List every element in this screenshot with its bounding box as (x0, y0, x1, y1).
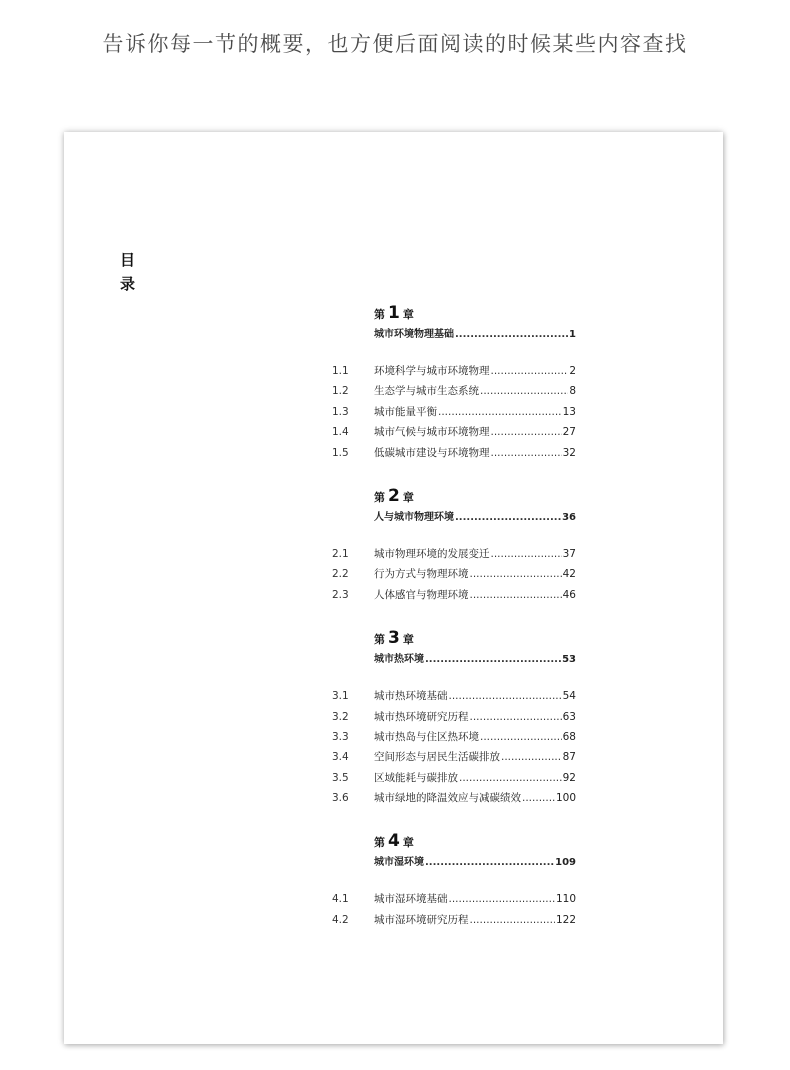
chapter-number: 1 (388, 303, 400, 323)
section-title: 城市气候与城市环境物理 (374, 426, 490, 439)
dot-leader (438, 406, 562, 418)
section-page-number: 100 (555, 792, 576, 805)
dot-leader (522, 792, 555, 804)
section-page-number: 68 (562, 730, 576, 743)
section-number: 3.2 (332, 710, 349, 723)
section-number: 3.1 (332, 690, 349, 703)
section-number: 2.1 (332, 547, 349, 560)
dot-leader (449, 893, 555, 905)
section-page-number: 54 (562, 690, 576, 703)
section-page-number: 87 (562, 751, 576, 764)
section-title: 环境科学与城市环境物理 (374, 365, 490, 377)
section-number: 1.4 (332, 426, 349, 439)
chapter-heading (374, 627, 576, 650)
book-page (64, 132, 723, 1044)
chapter-title-row[interactable] (374, 650, 576, 666)
section-page-number: 110 (555, 893, 576, 906)
section-title: 城市能量平衡 (374, 405, 437, 418)
chapter-title: 人与城市物理环境 (374, 511, 454, 523)
chapter-suffix: 章 (402, 308, 414, 321)
section-page-number: 42 (562, 568, 576, 581)
section-entry[interactable] (332, 688, 582, 708)
chapter-title-row[interactable] (374, 853, 576, 869)
section-page-number: 27 (562, 426, 576, 439)
chapter-page-number: 109 (555, 857, 576, 869)
section-page-number: 13 (562, 405, 576, 418)
chapter-entry (374, 830, 576, 869)
toc-title: 目录 (120, 251, 136, 293)
dot-leader (470, 589, 562, 601)
section-page-number: 63 (562, 710, 576, 723)
section-title: 城市热环境研究历程 (374, 710, 469, 723)
section-number: 1.5 (332, 446, 349, 459)
dot-leader (470, 711, 562, 723)
section-number: 1.1 (332, 365, 349, 377)
section-entry[interactable] (332, 383, 582, 403)
section-title: 城市绿地的降温效应与减碳绩效 (374, 792, 521, 805)
dot-leader (470, 914, 555, 926)
section-list (332, 891, 582, 932)
section-entry[interactable] (332, 790, 582, 810)
dot-leader (480, 731, 562, 743)
dot-leader (455, 512, 561, 523)
chapter-title: 城市热环境 (374, 654, 424, 666)
section-page-number: 46 (562, 588, 576, 601)
dot-leader (449, 690, 562, 702)
section-title: 城市湿环境基础 (374, 893, 448, 906)
section-entry[interactable] (332, 445, 582, 465)
chapter-title: 城市湿环境 (374, 857, 424, 869)
chapter-entry (374, 627, 576, 666)
section-entry[interactable] (332, 546, 582, 566)
chapter-prefix: 第 (374, 490, 385, 504)
chapter-prefix: 第 (374, 308, 385, 321)
section-title: 行为方式与物理环境 (374, 568, 469, 581)
section-number: 4.1 (332, 893, 349, 906)
section-page-number: 2 (569, 365, 576, 377)
section-number: 2.2 (332, 568, 349, 581)
chapter-entry (374, 302, 576, 341)
dot-leader (491, 548, 562, 560)
section-number: 3.4 (332, 751, 349, 764)
chapter-prefix: 第 (374, 633, 385, 647)
section-title: 生态学与城市生态系统 (374, 385, 479, 398)
section-title: 区域能耗与碳排放 (374, 771, 458, 784)
chapter-title-row[interactable] (374, 325, 576, 341)
section-list (332, 688, 582, 810)
section-title: 城市热环境基础 (374, 690, 448, 703)
table-of-contents (332, 302, 582, 952)
chapter-page-number: 1 (569, 329, 576, 340)
section-number: 1.3 (332, 405, 349, 418)
chapter-title-row[interactable] (374, 508, 576, 524)
chapter-number: 3 (388, 628, 400, 649)
chapter-title: 城市环境物理基础 (374, 329, 454, 340)
chapter-number: 2 (388, 485, 400, 506)
section-entry[interactable] (332, 729, 582, 749)
chapter-heading (374, 302, 576, 325)
section-title: 人体感官与物理环境 (374, 588, 469, 601)
dot-leader (470, 568, 562, 580)
section-entry[interactable] (332, 363, 582, 383)
section-title: 空间形态与居民生活碳排放 (374, 751, 500, 764)
section-entry[interactable] (332, 912, 582, 932)
section-number: 3.5 (332, 771, 349, 784)
chapter-suffix: 章 (402, 490, 414, 504)
chapter-heading (374, 485, 576, 508)
section-entry[interactable] (332, 709, 582, 729)
section-number: 4.2 (332, 913, 349, 926)
section-entry[interactable] (332, 424, 582, 444)
dot-leader (425, 654, 561, 665)
chapter-entry (374, 485, 576, 524)
section-title: 城市热岛与住区热环境 (374, 730, 479, 743)
section-page-number: 32 (562, 446, 576, 459)
dot-leader (455, 329, 568, 340)
section-page-number: 37 (562, 547, 576, 560)
section-number: 2.3 (332, 588, 349, 601)
section-entry[interactable] (332, 749, 582, 769)
dot-leader (459, 772, 562, 784)
section-entry[interactable] (332, 566, 582, 586)
section-list (332, 546, 582, 607)
chapter-heading (374, 830, 576, 853)
dot-leader (425, 857, 554, 868)
section-number: 3.6 (332, 792, 349, 805)
section-title: 城市湿环境研究历程 (374, 913, 469, 926)
section-number: 3.3 (332, 730, 349, 743)
chapter-page-number: 53 (562, 654, 576, 666)
section-page-number: 122 (555, 913, 576, 926)
dot-leader (491, 447, 562, 459)
section-entry[interactable] (332, 404, 582, 424)
section-title: 城市物理环境的发展变迁 (374, 547, 490, 560)
section-entry[interactable] (332, 891, 582, 911)
chapter-prefix: 第 (374, 836, 385, 850)
chapter-suffix: 章 (402, 633, 414, 647)
section-entry[interactable] (332, 770, 582, 790)
dot-leader (491, 426, 562, 438)
dot-leader (491, 365, 569, 377)
chapter-page-number: 36 (562, 511, 576, 523)
promo-caption: 告诉你每一节的概要，也方便后面阅读的时候某些内容查找 (102, 32, 688, 56)
dot-leader (501, 751, 562, 763)
section-title: 低碳城市建设与环境物理 (374, 446, 490, 459)
section-number: 1.2 (332, 385, 349, 398)
section-page-number: 8 (569, 385, 576, 398)
dot-leader (480, 385, 568, 397)
section-list (332, 363, 582, 465)
chapter-number: 4 (388, 831, 400, 852)
section-entry[interactable] (332, 587, 582, 607)
section-page-number: 92 (562, 771, 576, 784)
chapter-suffix: 章 (402, 836, 414, 850)
